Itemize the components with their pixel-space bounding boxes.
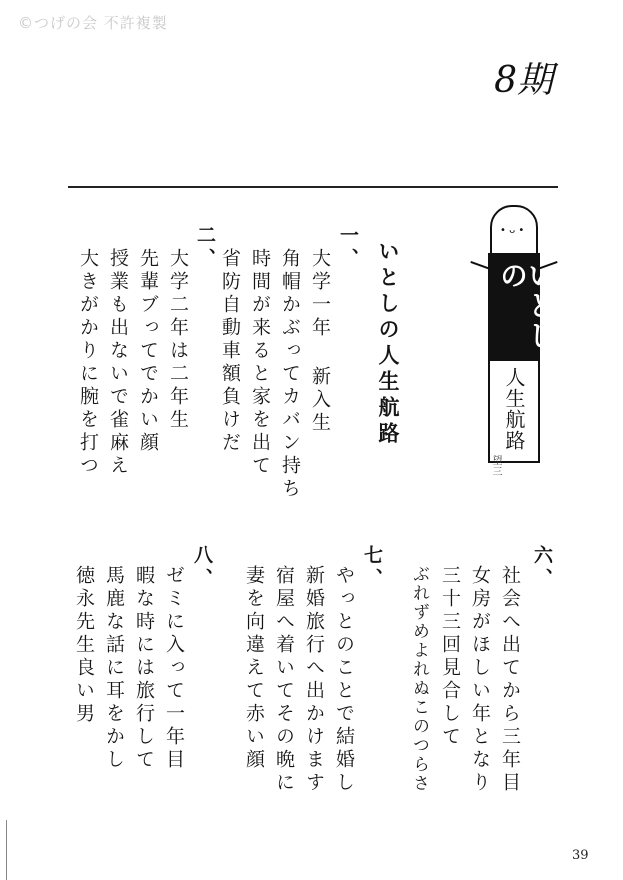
page-edge-mark — [6, 820, 7, 880]
page-number: 39 — [572, 848, 589, 863]
stanza-8-line-4: 徳永先生良い男 — [73, 565, 95, 726]
doll-title-text: いとしの — [496, 261, 557, 351]
stanza-2-line-4: 大きがかりに腕を打つ — [77, 248, 99, 478]
stanza-2-line-2: 先輩ブってでかい顔 — [137, 248, 159, 455]
stanza-6-line-3: 三十三回見合して — [439, 565, 461, 749]
doll-head — [490, 205, 538, 259]
stanza-2-number: 二、 — [194, 225, 216, 271]
stanza-1-line-4: 省防自動車額負けだ — [219, 248, 241, 455]
signature: 望三 — [490, 455, 501, 477]
stanza-8-line-2: 暇な時には旅行して — [133, 565, 155, 772]
doll-figure-illustration — [470, 205, 560, 485]
stanza-6-line-4: ぶれずめよれぬこのつらさ — [409, 565, 429, 793]
doll-body-top — [488, 253, 557, 365]
doll-subtitle-text: 人生航路 — [502, 367, 526, 451]
stanza-7-line-2: 新婚旅行へ出かけます — [303, 565, 325, 795]
stanza-8-line-3: 馬鹿な話に耳をかし — [103, 565, 125, 772]
stanza-6-line-1: 社会へ出てから三年目 — [499, 565, 521, 795]
stanza-1-line-1: 大学一年 新入生 — [309, 248, 331, 435]
stanza-6-line-2: 女房がほしい年となり — [469, 565, 491, 795]
copyright-watermark: ©つげの会 不許複製 — [18, 14, 168, 32]
stanza-8-line-1: ゼミに入って一年目 — [163, 565, 185, 772]
stanza-7-line-1: やっとのことで結婚し — [333, 565, 355, 795]
stanza-1-number: 一、 — [337, 225, 359, 271]
stanza-1-line-3: 時間が来ると家を出て — [249, 248, 271, 478]
stanza-6-number: 六、 — [531, 545, 553, 591]
stanza-1-line-2: 角帽かぶってカバン持ち — [279, 248, 301, 501]
song-title: いとしの人生航路 — [376, 240, 401, 448]
doll-face: • ᴗ • — [500, 225, 525, 236]
stanza-2-line-3: 授業も出ないで雀麻え — [107, 248, 129, 478]
stanza-2-line-1: 大学二年は二年生 — [167, 248, 189, 432]
stanza-7-line-3: 宿屋へ着いてその晩に — [273, 565, 295, 795]
doll-body-bottom — [488, 361, 540, 463]
stanza-8-number: 八、 — [191, 545, 213, 591]
horizontal-rule — [68, 186, 558, 188]
period-heading: 8期 — [494, 60, 553, 101]
stanza-7-line-4: 妻を向違えて赤い顔 — [243, 565, 265, 772]
stanza-7-number: 七、 — [361, 545, 383, 591]
